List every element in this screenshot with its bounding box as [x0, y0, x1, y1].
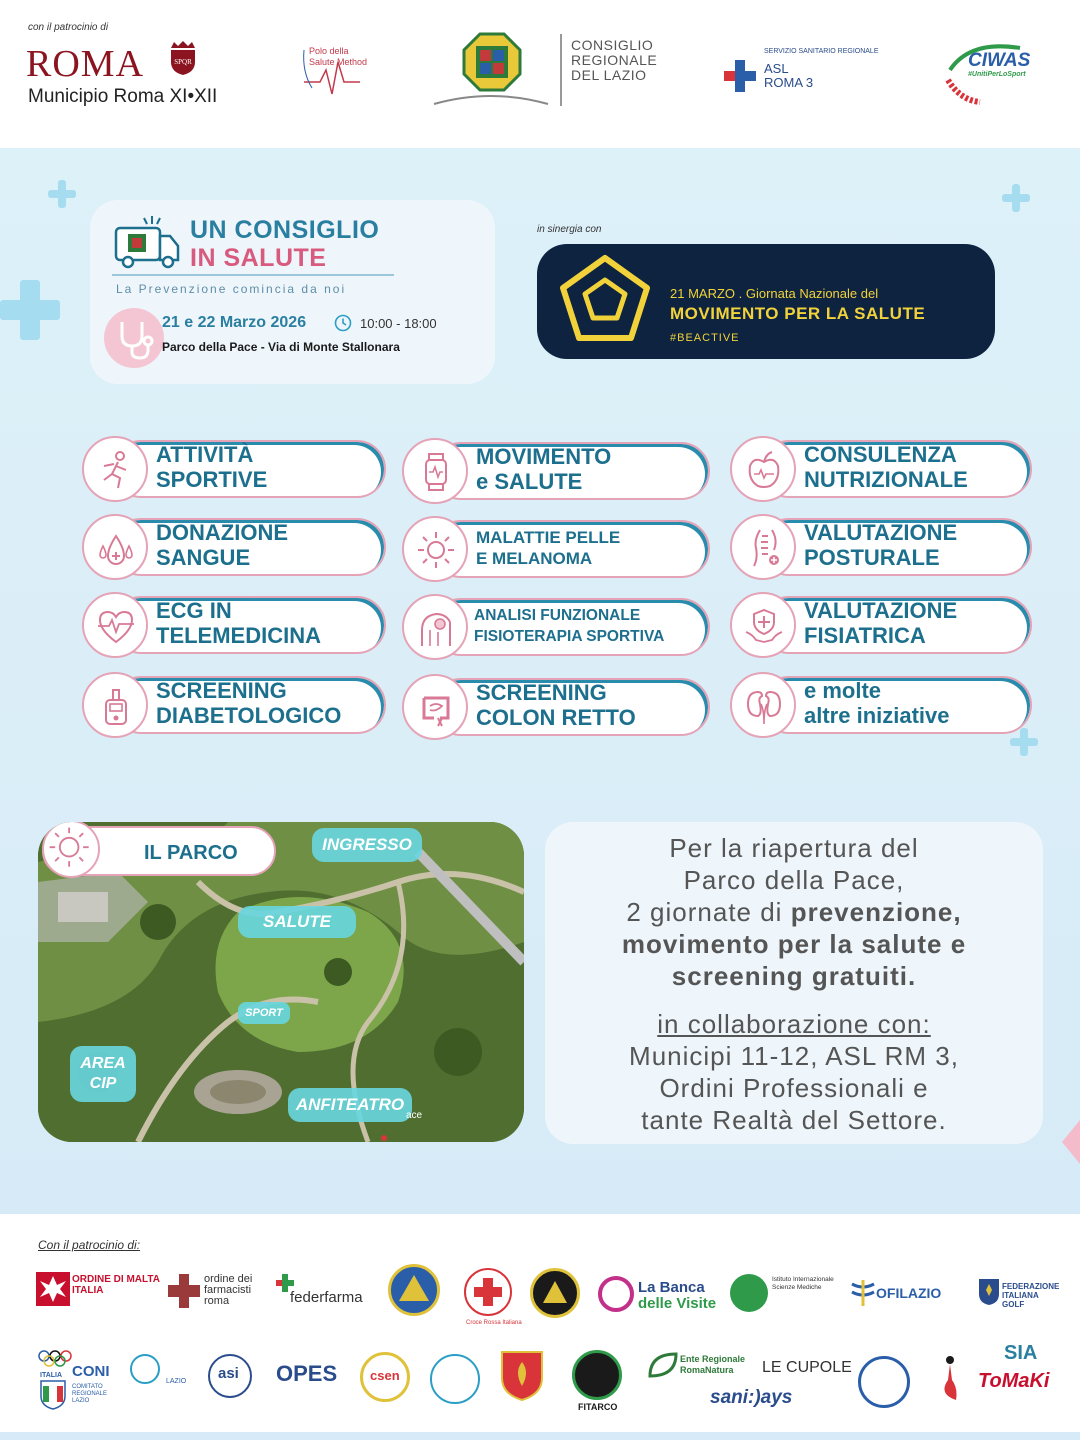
service-movimento-salute	[402, 438, 710, 504]
asi-text: asi	[218, 1365, 239, 1382]
event-date: 21 e 22 Marzo 2026	[162, 314, 307, 331]
map-tag-anfiteatro: ANFITEATRO	[288, 1088, 412, 1122]
ofi-lazio-text: OFILAZIO	[876, 1285, 942, 1301]
spine-icon	[730, 514, 796, 580]
service-label: ECG IN TELEMEDICINA	[156, 598, 321, 648]
event-slogan: La Prevenzione comincia da noi	[116, 282, 347, 296]
movimento-banner	[537, 244, 995, 359]
fitarco-seal-icon	[572, 1350, 622, 1400]
kidneys-icon	[730, 672, 796, 738]
banca-visite-logo-text: La Banca delle Visite	[638, 1279, 717, 1312]
protezione-civile-seal-icon	[388, 1264, 440, 1316]
service-label: SCREENING COLON RETTO	[476, 680, 636, 730]
service-label: VALUTAZIONE POSTURALE	[804, 520, 958, 570]
footer	[0, 1214, 1080, 1440]
service-label: CONSULENZA NUTRIZIONALE	[804, 442, 968, 492]
roma-shield-icon	[168, 40, 198, 76]
le-cupole-text: LE CUPOLE	[762, 1359, 852, 1376]
service-label: SCREENING DIABETOLOGICO	[156, 678, 342, 728]
map-tag-area-cip: AREA CIP	[70, 1046, 136, 1102]
vigili-fuoco-shield-icon	[500, 1350, 544, 1402]
event-title-line1: UN CONSIGLIO	[190, 216, 380, 244]
event-title-line2: IN SALUTE	[190, 244, 327, 272]
iismas-seal-icon	[730, 1274, 768, 1312]
association-seal-icon	[858, 1356, 910, 1408]
plus-decoration-icon	[1002, 184, 1030, 212]
service-screening-colon	[402, 674, 710, 740]
federfarma-logo-text: federfarma	[290, 1289, 363, 1306]
clock-icon	[334, 314, 352, 332]
romanatura-leaf-icon	[646, 1350, 680, 1380]
heart-ecg-icon	[82, 592, 148, 658]
service-valutazione-posturale	[730, 514, 1032, 580]
ofi-lazio-icon	[848, 1278, 878, 1308]
sia-text: SIA	[1004, 1342, 1038, 1364]
farmacisti-logo-text: ordine dei farmacisti roma	[204, 1273, 253, 1307]
italia-text: ITALIA	[40, 1372, 63, 1379]
service-label: MOVIMENTO e SALUTE	[476, 444, 612, 494]
smartwatch-icon	[402, 438, 468, 504]
polo-salute-text: Polo della Salute Method	[309, 46, 368, 67]
iismas-text: Istituto Internazionale Scienze Mediche	[772, 1276, 834, 1291]
synergy-label: in sinergia con	[537, 224, 602, 235]
svg-text:SPQR: SPQR	[174, 58, 192, 66]
opes-text: OPES	[276, 1361, 338, 1386]
roma-logo-text: ROMA	[26, 43, 145, 85]
consiglio-text: CONSIGLIO REGIONALE DEL LAZIO	[571, 37, 658, 83]
service-label: DONAZIONE SANGUE	[156, 520, 288, 570]
asl-cross-icon	[724, 60, 756, 92]
asl-text: ASL ROMA 3	[764, 61, 814, 90]
map-tag-ingresso: INGRESSO	[312, 828, 422, 862]
info-card	[545, 822, 1043, 1144]
ciwas-sub: #UnitiPerLoSport	[968, 71, 1026, 78]
service-attivita-sportive	[82, 436, 386, 502]
movimento-line2: MOVIMENTO PER LA SALUTE	[670, 304, 926, 323]
lazio-text: LAZIO	[166, 1378, 187, 1385]
info-paragraph: Per la riapertura del Parco della Pace, 2 giornate di prevenzione, movimento per la salute e screening gratuiti.	[621, 833, 967, 991]
service-label: MALATTIE PELLE E MELANOMA	[476, 528, 621, 568]
dancer-icon	[928, 1354, 968, 1406]
consiglio-arc-icon	[432, 92, 550, 106]
csen-text: csen	[370, 1368, 400, 1383]
pentagon-logo-icon	[559, 254, 651, 346]
event-place: Parco della Pace - Via di Monte Stallonara	[162, 340, 400, 354]
event-time: 10:00 - 18:00	[360, 316, 437, 331]
croce-rossa-seal-icon	[464, 1268, 512, 1316]
croce-rossa-text: Croce Rossa Italiana	[466, 1320, 522, 1326]
collaboration-paragraph: in collaborazione con: Municipi 11-12, ASL RM 3, Ordini Professionali e tante Realtà del Settore.	[629, 1009, 959, 1135]
service-donazione-sangue	[82, 514, 386, 580]
runner-icon	[82, 436, 148, 502]
movimento-line1: 21 MARZO . Giornata Nazionale del	[670, 286, 879, 301]
sun-icon	[402, 516, 468, 582]
map-place-label: ace	[406, 1110, 423, 1121]
glucometer-icon	[82, 672, 148, 738]
apple-icon	[730, 436, 796, 502]
service-screening-diabetologico	[82, 672, 386, 738]
service-label: ATTIVITÀ SPORTIVE	[156, 442, 268, 492]
bottom-band	[0, 1432, 1080, 1440]
tomaki-text: ToMaKi	[978, 1370, 1050, 1392]
consiglio-emblem-icon	[462, 32, 522, 92]
movimento-hashtag: #BEACTIVE	[670, 332, 740, 344]
golf-logo-text: FEDERAZIONE ITALIANA GOLF	[1002, 1282, 1060, 1309]
plus-decoration-icon	[0, 280, 60, 340]
farmacisti-cross-icon	[168, 1274, 200, 1308]
stethoscope-icon	[104, 308, 164, 368]
main-panel	[0, 148, 1080, 1214]
blood-drop-icon	[82, 514, 148, 580]
intestine-icon	[402, 674, 468, 740]
sanidays-text: sani:)ays	[710, 1387, 793, 1408]
malta-cross-icon	[36, 1272, 70, 1306]
ambulance-icon	[112, 214, 182, 272]
service-ecg-telemedicina	[82, 592, 386, 658]
patrocinio-label: con il patrocinio di	[28, 22, 109, 33]
park-map	[38, 822, 524, 1142]
service-consulenza-nutrizionale	[730, 436, 1032, 502]
coni-text: CONI	[72, 1363, 110, 1380]
coni-sub-text: COMITATO REGIONALE LAZIO	[72, 1384, 108, 1404]
header	[0, 0, 1080, 148]
italia-shield-icon	[40, 1380, 66, 1410]
event-card	[90, 200, 495, 384]
hands-shield-icon	[730, 592, 796, 658]
paralimpico-icon	[130, 1354, 160, 1384]
municipio-label: Municipio Roma XI•XII	[28, 86, 218, 107]
event-underline	[112, 274, 394, 276]
plus-decoration-icon	[48, 180, 76, 208]
service-analisi-funzionale	[402, 594, 710, 660]
service-altre-iniziative	[730, 672, 1032, 738]
service-label: ANALISI FUNZIONALE FISIOTERAPIA SPORTIVA	[474, 607, 665, 645]
malta-logo-text: ORDINE DI MALTA ITALIA	[72, 1274, 160, 1296]
service-valutazione-fisiatrica	[730, 592, 1032, 658]
sport-seal-icon	[430, 1354, 480, 1404]
service-label: VALUTAZIONE FISIATRICA	[804, 598, 958, 648]
ciwas-text: CIWAS	[968, 50, 1031, 71]
volontari-seal-icon	[530, 1268, 580, 1318]
service-label: e molte altre iniziative	[804, 678, 950, 728]
park-title: IL PARCO	[144, 842, 238, 864]
fitarco-text: FITARCO	[578, 1402, 618, 1412]
map-tag-sport: SPORT	[238, 1002, 290, 1024]
service-malattie-pelle	[402, 516, 710, 582]
golf-shield-icon	[978, 1278, 1000, 1306]
asl-small-label: SERVIZIO SANITARIO REGIONALE	[764, 48, 879, 55]
pink-triangle-decoration	[1062, 1120, 1080, 1164]
romanatura-text: Ente Regionale RomaNatura	[680, 1354, 746, 1375]
footer-patrocinio-label: Con il patrocinio di:	[38, 1238, 141, 1252]
shoulder-icon	[402, 594, 468, 660]
banca-visite-heart-icon	[598, 1276, 634, 1312]
olympic-rings-icon	[38, 1350, 72, 1368]
map-tag-salute: SALUTE	[238, 906, 356, 938]
consiglio-divider	[560, 34, 562, 106]
sun-icon	[42, 822, 100, 878]
